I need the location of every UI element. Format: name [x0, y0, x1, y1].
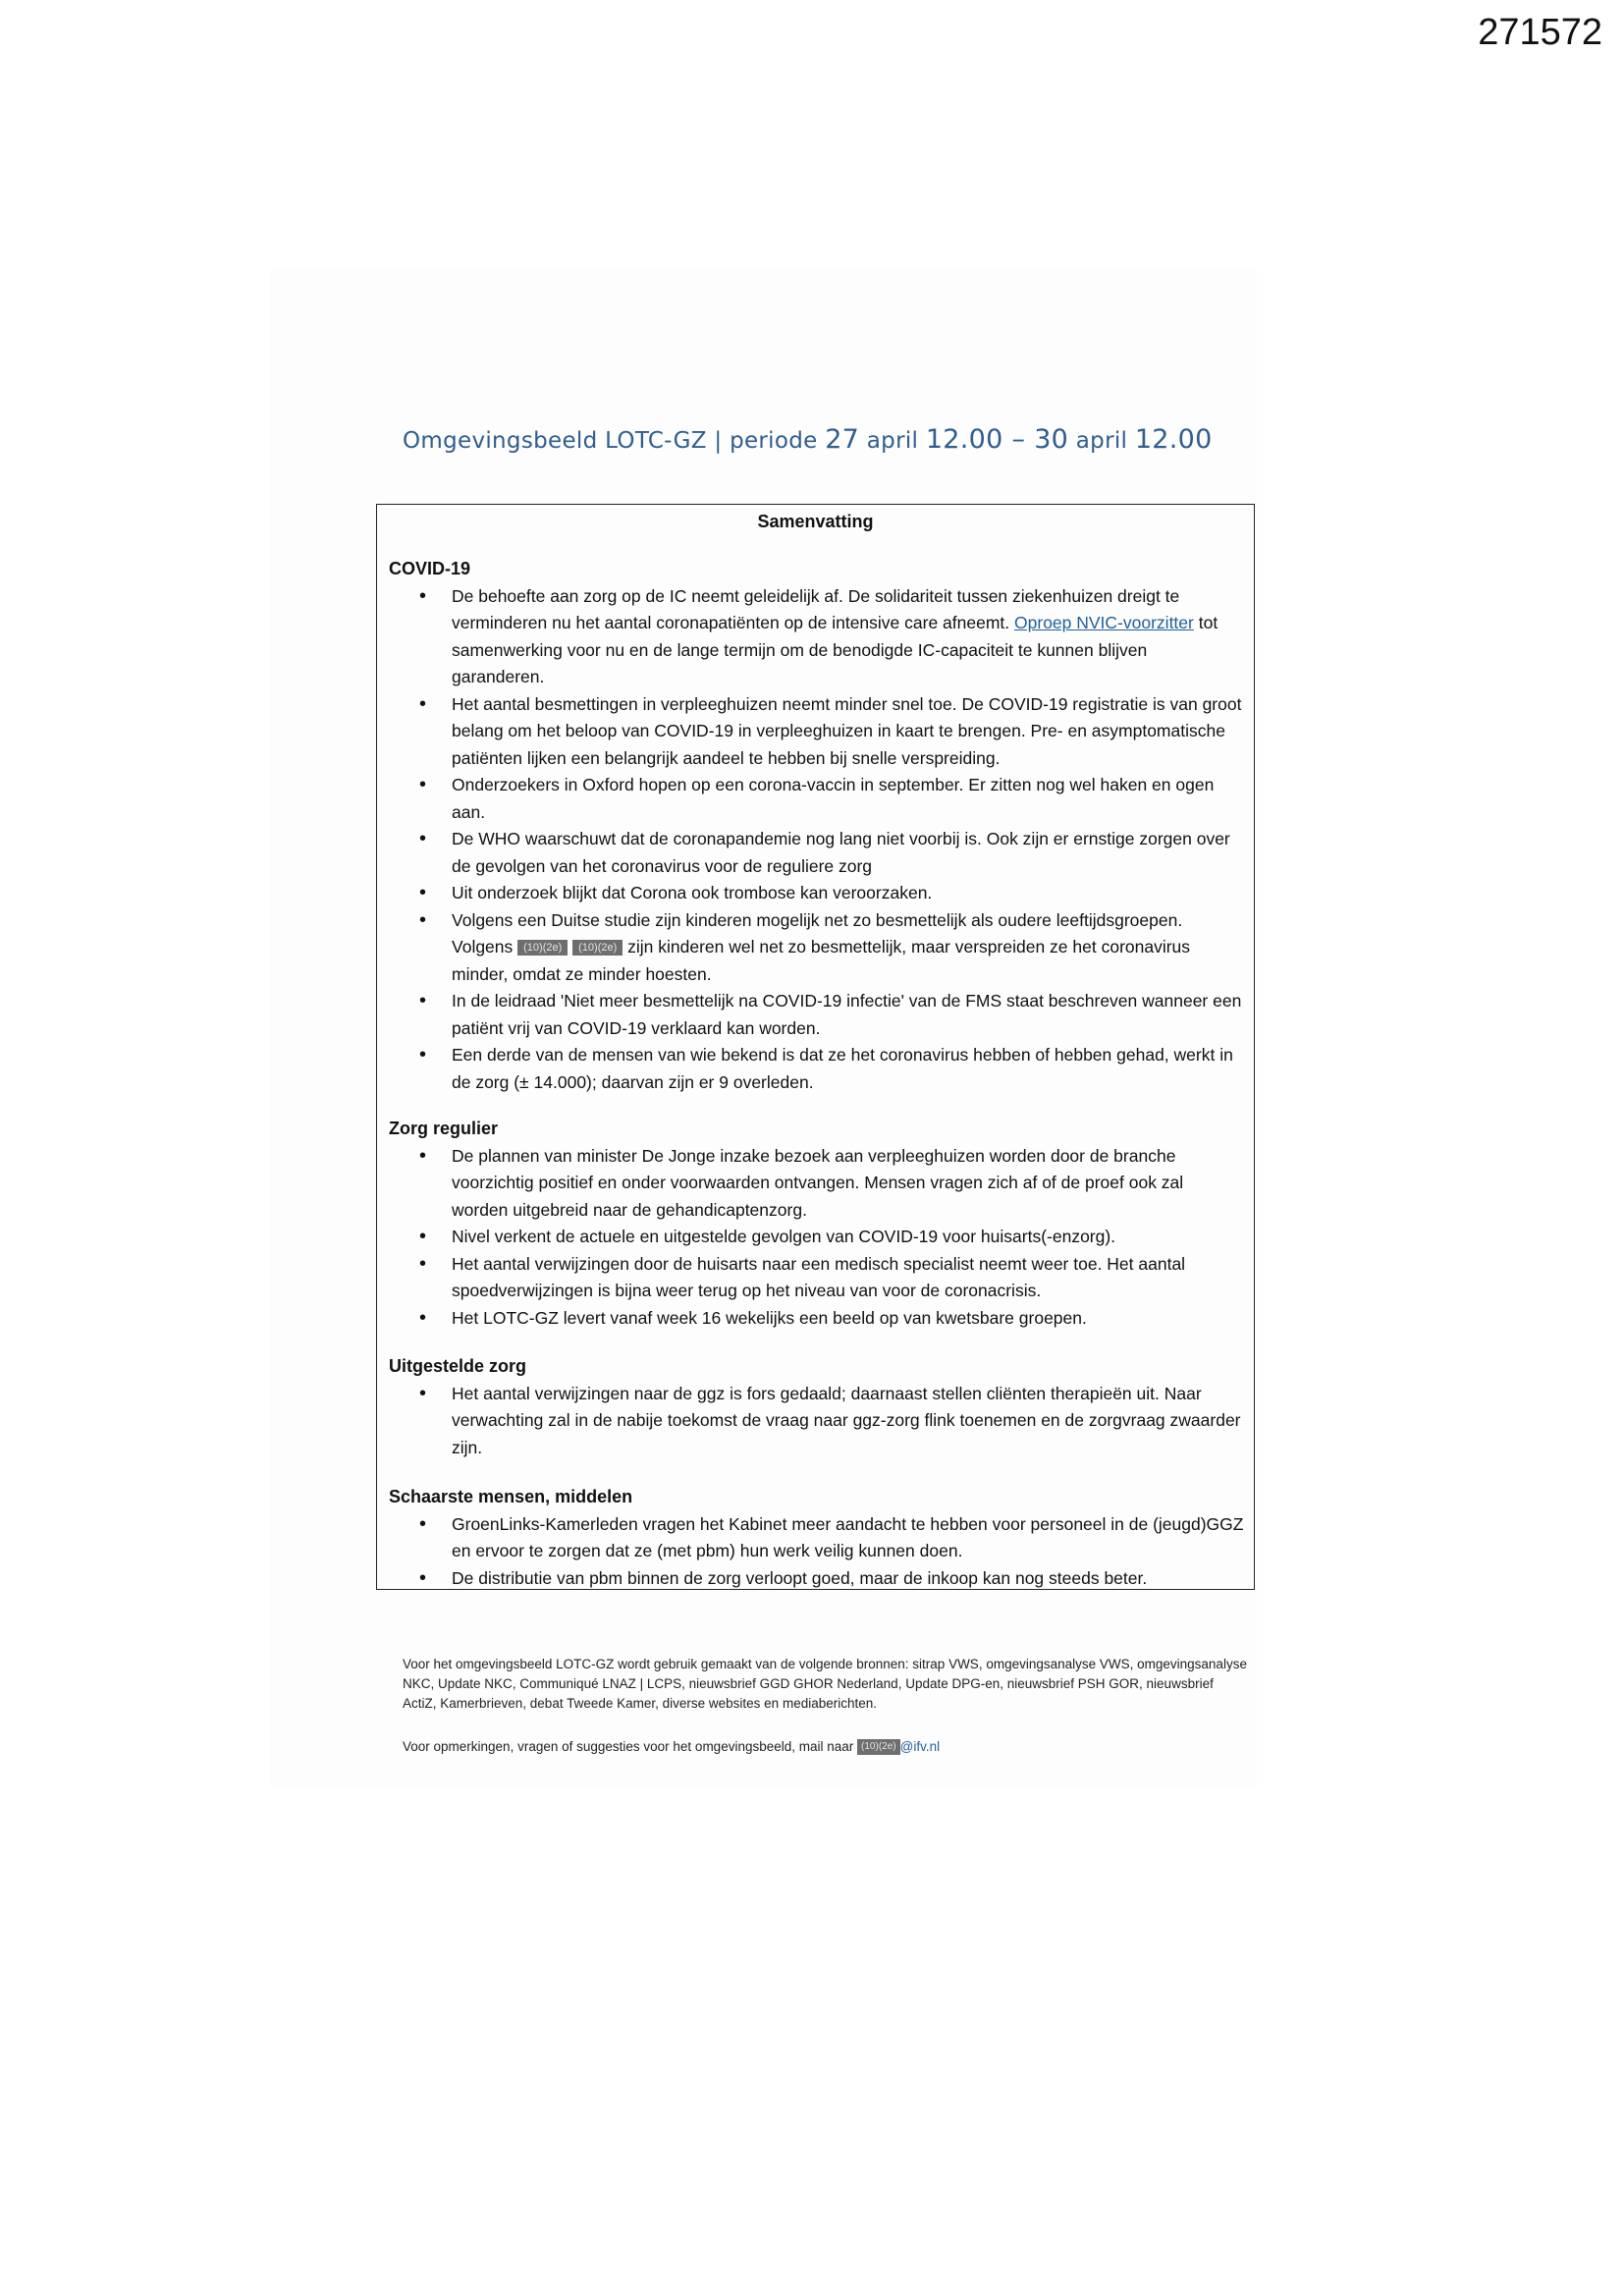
summary-heading: Samenvatting — [757, 512, 874, 531]
schaarste-bullet-list — [377, 1511, 1254, 1593]
redaction-box: (10)(2e) — [857, 1739, 900, 1755]
list-item — [377, 907, 1244, 989]
list-item: • Het aantal besmettingen in verpleeghuizen neemt minder snel toe. De COVID-19 registratie is van groot belang om het beloop van COVID-19 in verpleeghuizen in kaart te brengen. Pre- en asymptomatische patiënten lijken een belangrijk aandeel te hebben bij snelle verspreiding. — [377, 691, 1244, 773]
section-schaarste — [377, 1484, 1254, 1592]
document-title — [403, 424, 1286, 455]
footer-sources: Voor het omgevingsbeeld LOTC-GZ wordt gebruik gemaakt van de volgende bronnen: sitrap VWS, omgevingsanalyse VWS, omgevingsanalyse NKC, Update NKC, Communiqué LNAZ | LCPS, nieuwsbrief GGD GHOR Nederland, Update DPG-en, nieuwsbrief PSH GOR, nieuwsbrief ActiZ, Kamerbrieven, debat Tweede Kamer, diverse websites en mediaberichten. — [403, 1657, 1247, 1711]
title-month-start: april — [859, 428, 926, 454]
section-uitgesteld — [377, 1353, 1254, 1461]
uitgesteld-bullet-list — [377, 1381, 1254, 1462]
list-item: • Het LOTC-GZ levert vanaf week 16 wekelijks een beeld op van kwetsbare groepen. — [377, 1305, 1244, 1333]
redaction-box: (10)(2e) — [572, 940, 623, 956]
footer-contact — [403, 1737, 1247, 1757]
bullet-text: tot samenwerking voor nu en de lange termijn om de benodigde IC-capaciteit te kunnen blijven garanderen. — [452, 613, 1218, 686]
contact-email-domain[interactable]: @ifv.nl — [899, 1739, 941, 1754]
list-item: • De distributie van pbm binnen de zorg verloopt goed, maar de inkoop kan nog steeds beter. — [377, 1565, 1244, 1593]
title-time-start: 12.00 — [925, 424, 1003, 455]
redaction-box: (10)(2e) — [517, 940, 568, 956]
footer-contact-text: Voor opmerkingen, vragen of suggesties voor het omgevingsbeeld, mail naar — [403, 1739, 858, 1754]
list-item: • GroenLinks-Kamerleden vragen het Kabinet meer aandacht te hebben voor personeel in de (jeugd)GGZ en ervoor te zorgen dat ze (met pbm) hun werk veilig kunnen doen. — [377, 1511, 1244, 1565]
title-time-end: 12.00 — [1134, 424, 1213, 455]
list-item: • Het aantal verwijzingen naar de ggz is fors gedaald; daarnaast stellen cliënten therapieën uit. Naar verwachting zal in de nabije toekomst de vraag naar ggz-zorg flink toenemen en de zorgvraag zwaarder zijn. — [377, 1381, 1244, 1462]
list-item: • De WHO waarschuwt dat de coronapandemie nog lang niet voorbij is. Ook zijn er ernstige zorgen over de gevolgen van het coronavirus voor de reguliere zorg — [377, 826, 1244, 880]
bullet-text: zijn kinderen wel net zo besmettelijk, maar verspreiden ze het coronavirus minder, omdat ze minder hoesten. — [452, 937, 1191, 984]
list-item: • De plannen van minister De Jonge inzake bezoek aan verpleeghuizen worden door de branche voorzichtig positief en onder voorwaarden ontvangen. Mensen vragen zich af of de proef ook zal worden uitgebreid naar de gehandicaptenzorg. — [377, 1143, 1244, 1225]
covid-bullet-list — [377, 583, 1254, 1097]
summary-box — [376, 504, 1255, 1590]
document-number: 271572 — [1478, 12, 1602, 53]
list-item: • In de leidraad 'Niet meer besmettelijk na COVID-19 infectie' van de FMS staat beschreven wanneer een patiënt vrij van COVID-19 verklaard kan worden. — [377, 988, 1244, 1042]
section-heading-covid: COVID-19 — [389, 559, 471, 578]
bullet-text: De behoefte aan zorg op de IC neemt geleidelijk af. De solidariteit tussen ziekenhuizen dreigt te verminderen nu het aantal coronapatiënten op de intensive care afneemt. — [452, 585, 1180, 632]
list-item: • Een derde van de mensen van wie bekend is dat ze het coronavirus hebben of hebben gehad, werkt in de zorg (± 14.000); daarvan zijn er 9 overleden. — [377, 1042, 1244, 1096]
section-heading-regulier: Zorg regulier — [389, 1119, 499, 1138]
nvic-link[interactable]: Oproep NVIC-voorzitter — [1014, 613, 1194, 632]
title-dash: – — [1002, 424, 1035, 455]
section-heading-schaarste: Schaarste mensen, middelen — [389, 1487, 633, 1506]
list-item: • Nivel verkent de actuele en uitgestelde gevolgen van COVID-19 voor huisarts(-enzorg). — [377, 1224, 1244, 1251]
list-item: • Het aantal verwijzingen door de huisarts naar een medisch specialist neemt weer toe. Het aantal spoedverwijzingen is bijna weer terug op het niveau van voor de coronacrisis. — [377, 1251, 1244, 1305]
list-item: • Uit onderzoek blijkt dat Corona ook trombose kan veroorzaken. — [377, 880, 1244, 907]
section-regulier — [377, 1116, 1254, 1332]
list-item: • Onderzoekers in Oxford hopen op een corona-vaccin in september. Er zitten nog wel haken en ogen aan. — [377, 772, 1244, 826]
regulier-bullet-list — [377, 1143, 1254, 1333]
title-month-end: april — [1068, 428, 1135, 454]
bullet-text: Volgens een Duitse studie zijn kinderen mogelijk net zo besmettelijk als oudere leeftijdsgroepen. Volgens — [452, 909, 1183, 957]
title-date-start: 27 — [825, 424, 860, 455]
section-covid — [377, 556, 1254, 1096]
title-date-end: 30 — [1034, 424, 1069, 455]
title-prefix: Omgevingsbeeld LOTC-GZ | periode — [403, 428, 826, 454]
list-item — [377, 583, 1244, 691]
section-heading-uitgesteld: Uitgestelde zorg — [389, 1356, 527, 1376]
